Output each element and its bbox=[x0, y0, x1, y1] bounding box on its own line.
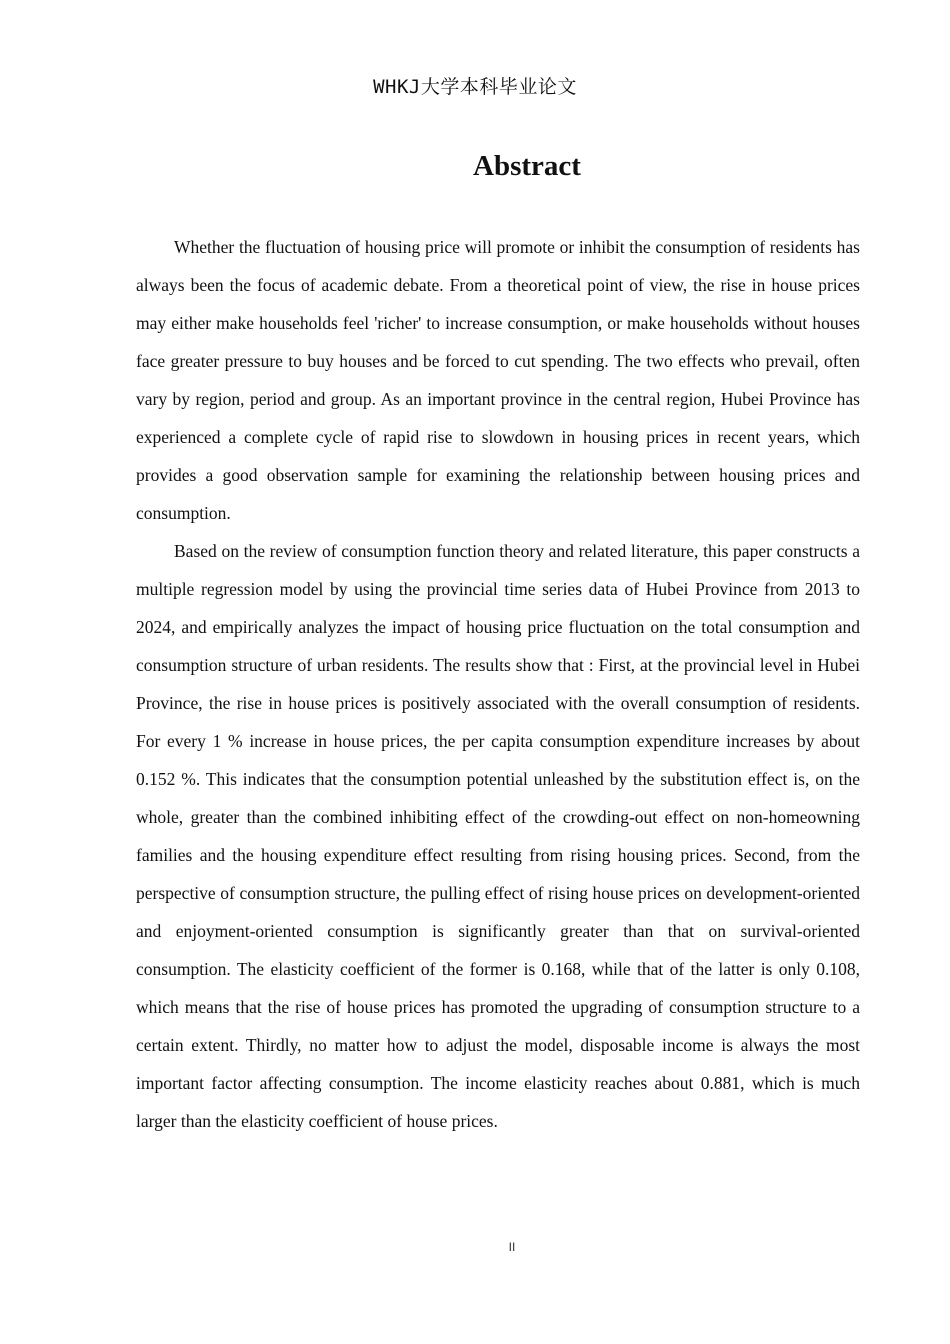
page-number: II bbox=[508, 1240, 516, 1254]
abstract-paragraph-1: Whether the fluctuation of housing price will promote or inhibit the consumption of residents has always been the focus of academic debate. From a theoretical point of view, the rise in house prices may either make households feel 'richer' to increase consumption, or make households without houses face greater pressure to buy houses and be forced to cut spending. The two effects who prevail, often vary by region, period and group. As an important province in the central region, Hubei Province has experienced a complete cycle of rapid rise to slowdown in housing prices in recent years, which provides a good observation sample for examining the relationship between housing prices and consumption. bbox=[136, 237, 860, 523]
abstract-body bbox=[136, 228, 860, 1140]
running-header: WHKJ大学本科毕业论文 bbox=[373, 76, 577, 98]
abstract-paragraph-2: Based on the review of consumption function theory and related literature, this paper constructs a multiple regression model by using the provincial time series data of Hubei Province from 2013 to 2024, and empirically analyzes the impact of housing price fluctuation on the total consumption and consumption structure of urban residents. The results show that : First, at the provincial level in Hubei Province, the rise in house prices is positively associated with the overall consumption of residents. For every 1 % increase in house prices, the per capita consumption expenditure increases by about 0.152 %. This indicates that the consumption potential unleashed by the substitution effect is, on the whole, greater than the combined inhibiting effect of the crowding-out effect on non-homeowning families and the housing expenditure effect resulting from rising housing prices. Second, from the perspective of consumption structure, the pulling effect of rising house prices on development-oriented and enjoyment-oriented consumption is significantly greater than that on survival-oriented consumption. The elasticity coefficient of the former is 0.168, while that of the latter is only 0.108, which means that the rise of house prices has promoted the upgrading of consumption structure to a certain extent. Thirdly, no matter how to adjust the model, disposable income is always the most important factor affecting consumption. The income elasticity reaches about 0.881, which is much larger than the elasticity coefficient of house prices. bbox=[136, 541, 860, 1131]
abstract-title: Abstract bbox=[473, 150, 581, 182]
